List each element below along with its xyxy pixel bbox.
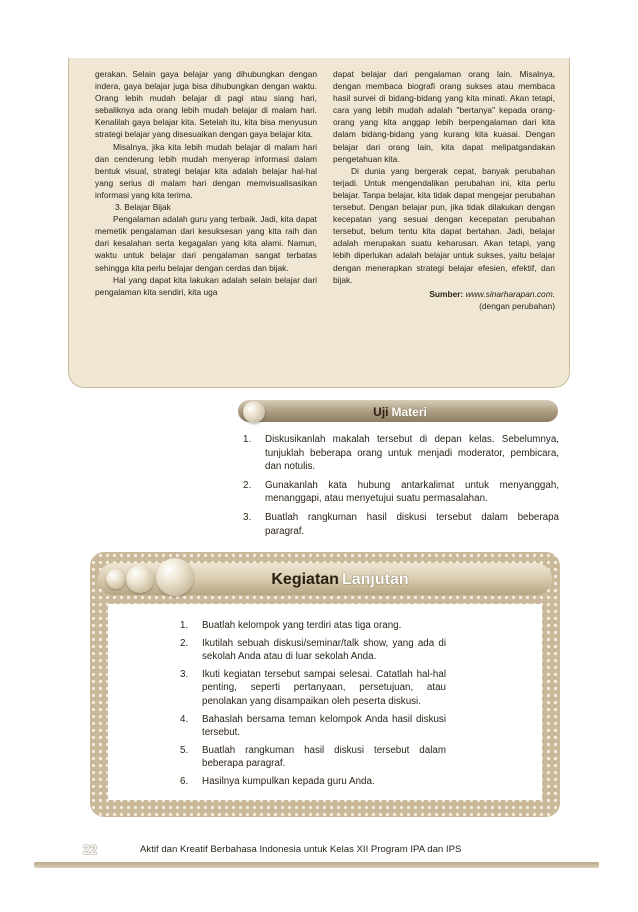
item-number: 3. — [180, 668, 189, 680]
item-number: 1. — [180, 620, 189, 631]
footer-rule — [34, 862, 599, 868]
item-number: 1. — [243, 434, 252, 445]
list-item — [180, 713, 446, 740]
list-item — [180, 668, 446, 709]
paragraph: Hal yang dapat kita lakukan adalah selain belajar dari pengalaman kita sendiri, kita uga — [95, 274, 317, 297]
paragraph: dapat belajar dari pengalaman orang lain. Misalnya, dengan membaca biografi orang sukses atau membaca hasil survei di bidang-bidang yang kita minati. Akan tetapi, cara yang lebih mudah adalah "bertanya" kepada orang-orang yang kita anggap lebih berpengalaman dari kita dalam bidang-bidang yang kurang kita kuasai. Dengan belajar dari orang lain, kita dapat melipatgandakan pengetahuan kita. — [333, 69, 555, 164]
item-text: Ikutilah sebuah diskusi/seminar/talk show, yang ada di sekolah Anda atau di luar sekolah Anda. — [202, 637, 446, 663]
item-number: 4. — [180, 713, 189, 725]
uji-title-part: Materi — [391, 405, 427, 419]
item-number: 2. — [180, 637, 189, 649]
list-item — [180, 637, 446, 664]
item-text: Buatlah rangkuman hasil diskusi tersebut dalam beberapa paragraf. — [202, 744, 446, 770]
list-item — [180, 619, 446, 633]
banner-ball-icon — [106, 569, 126, 589]
subheading: 3. Belajar Bijak — [115, 202, 171, 213]
uji-materi-list — [243, 433, 559, 543]
keg-title-part: Lanjutan — [341, 571, 409, 588]
item-text: Ikuti kegiatan tersebut sampai selesai. Catatlah hal-hal penting, seperti pertanyaan, persetujuan, atau penolakan yang disampaikan oleh peserta diskusi. — [202, 668, 446, 707]
source-note: (dengan perubahan) — [479, 300, 555, 311]
reading-left-column — [95, 68, 317, 298]
paragraph: Di dunia yang bergerak cepat, banyak perubahan terjadi. Untuk mengendalikan perubahan ini, kita perlu belajar. Tanpa belajar, kita tidak dapat mengejar perubahan tersebut. Dengan belajar pun, jika tidak dilakukan dengan kecepatan yang sesuai dengan kecepatan perubahan tersebut, belum tentu kita dapat bertahan. Jadi, belajar adalah merupakan suatu keharusan. Akan tetapi, yang lebih diperlukan adalah belajar untuk sukses, yaitu belajar dengan menerapkan strategi belajar efesien, efektif, dan bijak. — [333, 165, 555, 285]
item-text: Bahaslah bersama teman kelompok Anda hasil diskusi tersebut. — [202, 713, 446, 739]
banner-ball-icon — [243, 401, 265, 423]
item-number: 6. — [180, 775, 189, 787]
list-item — [243, 479, 559, 506]
list-item — [180, 775, 446, 789]
source-label: Sumber: — [429, 288, 464, 299]
item-number: 5. — [180, 744, 189, 756]
item-text: Buatlah kelompok yang terdiri atas tiga orang. — [202, 620, 402, 631]
list-item — [243, 511, 559, 538]
paragraph: gerakan. Selain gaya belajar yang dihubungkan dengan indera, gaya belajar juga bisa dihubungkan dengan waktu. Orang lebih mudah belajar di pagi atau siang hari, sebaliknya ada orang lebih mudah belajar di malam hari. Kenalilah gaya belajar kita. Setelah itu, kita bisa menyusun strategi belajar yang disesuaikan dengan gaya belajar kita. — [95, 69, 317, 140]
item-number: 3. — [243, 511, 252, 523]
item-text: Gunakanlah kata hubung antarkalimat untuk menyanggah, menanggapi, atau menyetujui suatu permasalahan. — [265, 479, 559, 505]
uji-title-part: Uji — [373, 405, 389, 419]
uji-materi-title — [300, 402, 500, 422]
keg-title-part: Kegiatan — [271, 571, 339, 588]
banner-ball-icon — [126, 565, 154, 593]
item-text: Buatlah rangkuman hasil diskusi tersebut dalam beberapa paragraf. — [265, 511, 559, 537]
book-title: Aktif dan Kreatif Berbahasa Indonesia untuk Kelas XII Program IPA dan IPS — [140, 844, 462, 855]
kegiatan-lanjutan-title — [230, 566, 450, 594]
paragraph: Misalnya, jika kita lebih mudah belajar di malam hari dan cenderung lebih mudah menyerap informasi dalam bentuk visual, strategi belajar kita adalah belajar hal-hal yang serius di malam hari dengan memvisualisasikan informasi yang kita terima. — [95, 141, 317, 200]
reading-right-column — [333, 68, 555, 312]
item-number: 2. — [243, 479, 252, 491]
item-text: Hasilnya kumpulkan kepada guru Anda. — [202, 775, 375, 787]
item-text: Diskusikanlah makalah tersebut di depan kelas. Sebelumnya, tunjuklah beberapa orang untuk menjadi moderator, pembicara, dan notulis. — [265, 434, 559, 473]
banner-ball-icon — [156, 558, 194, 596]
source-site: www.sinarharapan.com. — [465, 288, 555, 299]
kegiatan-lanjutan-list — [180, 619, 446, 793]
paragraph: Pengalaman adalah guru yang terbaik. Jadi, kita dapat memetik pengalaman dari kesuksesan yang kita raih dan dari kesalahan serta kegagalan yang kita alami. Namun, waktu untuk belajar dari pengalaman sangat terbatas sehingga kita perlu belajar dengan cerdas dan bijak. — [95, 214, 317, 273]
list-item — [243, 433, 559, 474]
page-number: 22 — [82, 842, 98, 857]
list-item — [180, 744, 446, 771]
source-citation — [333, 288, 555, 300]
